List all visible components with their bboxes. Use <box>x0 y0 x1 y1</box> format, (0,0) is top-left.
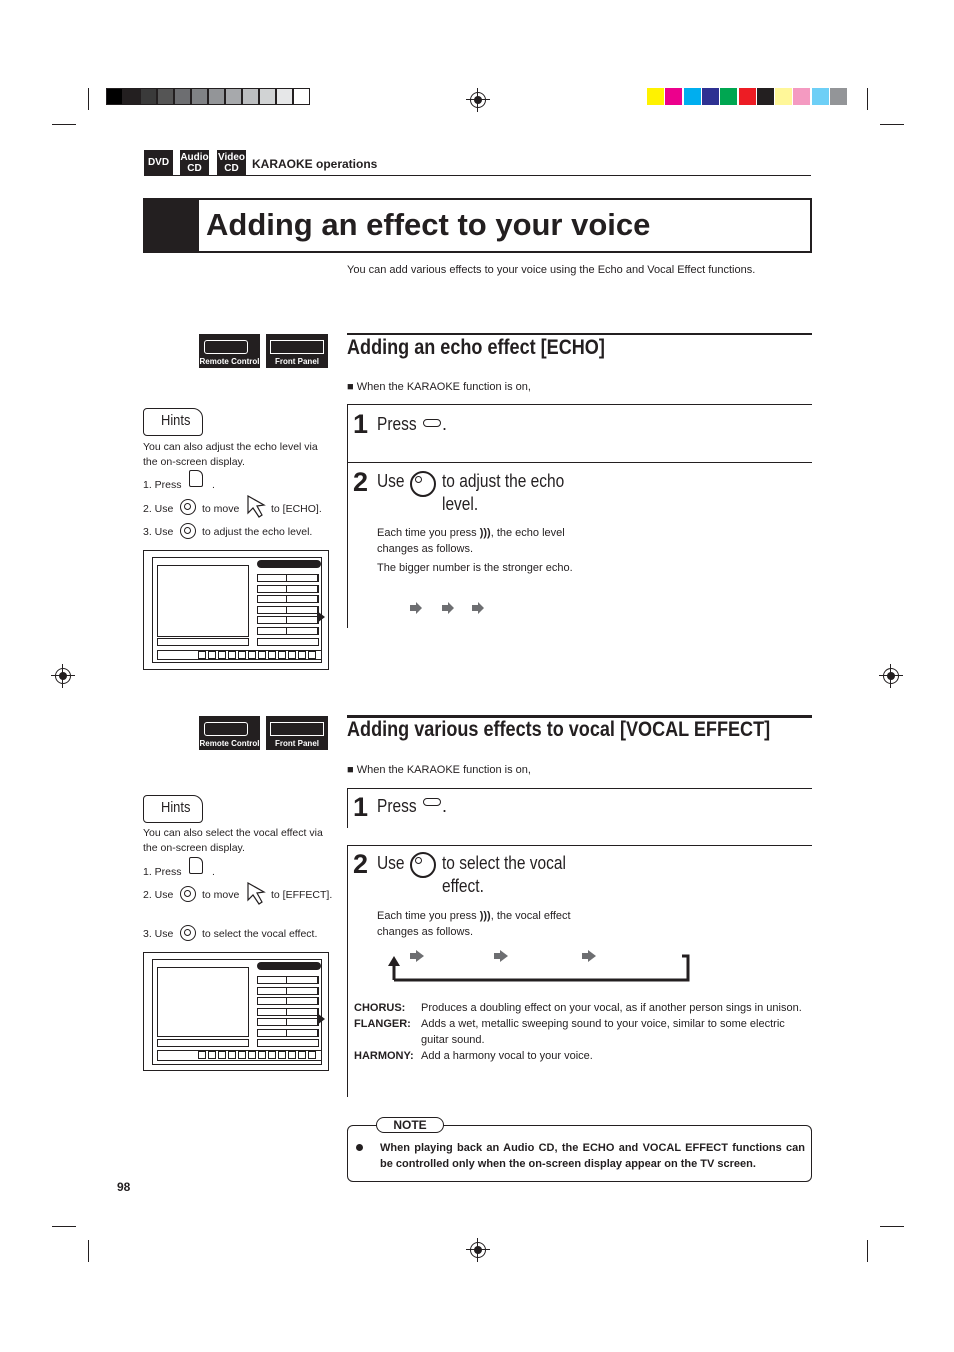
hints-icon: Hints <box>143 795 203 823</box>
hints-intro: You can also select the vocal effect via the on-screen display. <box>143 827 323 854</box>
color-swatch <box>812 88 829 105</box>
dvd-badge: DVD <box>144 150 173 176</box>
vocal-sequence-diagram <box>386 950 692 986</box>
title-block <box>145 200 199 251</box>
vocal-heading: Adding various effects to vocal [VOCAL EFFECT] <box>347 718 771 741</box>
definition-item: CHORUS: Produces a doubling effect on your vocal, as if another person sings in unison. <box>354 1002 802 1014</box>
header-rule <box>144 175 811 176</box>
echo-button-icon <box>423 419 441 427</box>
gray-swatch <box>225 88 242 105</box>
crop-mark <box>880 1226 904 1227</box>
jog-dial-icon <box>410 852 436 878</box>
osd-cell <box>308 1051 316 1059</box>
step-number: 2 <box>353 849 369 879</box>
osd-cell <box>218 651 226 659</box>
osd-row <box>257 997 319 1005</box>
color-swatch <box>830 88 847 105</box>
step-rule <box>347 462 812 463</box>
registration-mark-icon <box>470 92 486 108</box>
osd-cell <box>258 651 266 659</box>
osd-row <box>257 1029 319 1037</box>
osd-cell <box>248 1051 256 1059</box>
crop-mark <box>880 124 904 125</box>
osd-row <box>257 1008 319 1016</box>
osd-row <box>257 987 319 995</box>
bullet-icon <box>356 1144 363 1151</box>
osd-cell <box>278 651 286 659</box>
osd-row <box>257 574 319 582</box>
step-text: Press <box>377 414 417 434</box>
note-text: When playing back an Audio CD, the ECHO and VOCAL EFFECT functions can be controlled only when the on-screen display appear on the TV screen. <box>380 1142 805 1170</box>
osd-cell <box>288 651 296 659</box>
osd-cell <box>238 651 246 659</box>
on-screen-display-illustration <box>143 952 329 1071</box>
echo-detail: Each time you press ))), the echo level changes as follows. <box>377 527 565 555</box>
jog-dial-icon <box>180 523 196 539</box>
osd-row <box>257 1018 319 1026</box>
crop-mark <box>867 1240 868 1262</box>
remote-control-icon: Remote Control <box>199 716 260 750</box>
osd-cell <box>228 1051 236 1059</box>
echo-condition: ■ When the KARAOKE function is on, <box>347 381 531 393</box>
osd-cell <box>248 651 256 659</box>
gray-swatch <box>106 88 123 105</box>
osd-cell <box>268 1051 276 1059</box>
step-number: 1 <box>353 409 369 439</box>
jog-dial-icon <box>180 499 196 515</box>
osd-cell <box>298 651 306 659</box>
echo-detail-2: The bigger number is the stronger echo. <box>377 562 573 574</box>
audio-cd-badge: Audio CD <box>180 152 209 174</box>
step-left-rule <box>347 404 348 462</box>
crop-mark <box>52 1226 76 1227</box>
front-panel-icon: Front Panel <box>266 334 328 368</box>
color-swatch <box>665 88 682 105</box>
step-text: to adjust the echo level. <box>442 471 565 514</box>
definition-list <box>354 1000 814 1064</box>
osd-cell <box>238 1051 246 1059</box>
gray-swatch <box>174 88 191 105</box>
on-screen-button-icon <box>189 857 203 874</box>
osd-cell <box>308 651 316 659</box>
osd-row <box>257 606 319 614</box>
crop-mark <box>88 1240 89 1262</box>
echo-heading: Adding an echo effect [ECHO] <box>347 336 605 359</box>
note-label: NOTE <box>376 1117 444 1133</box>
section-label: KARAOKE operations <box>252 157 378 171</box>
gray-swatch <box>293 88 310 105</box>
vocal-effect-button-icon <box>423 798 441 806</box>
step-left-rule <box>347 788 348 828</box>
osd-cell <box>198 1051 206 1059</box>
pointer-arrow-icon <box>247 495 269 519</box>
osd-cell <box>278 1051 286 1059</box>
on-screen-display-illustration <box>143 550 329 670</box>
color-swatch <box>775 88 792 105</box>
osd-pointer-icon <box>317 611 325 623</box>
step-number: 1 <box>353 792 369 822</box>
step-number: 2 <box>353 467 369 497</box>
step-text: to select the vocal effect. <box>442 853 566 896</box>
color-swatch <box>684 88 701 105</box>
vocal-condition: ■ When the KARAOKE function is on, <box>347 764 531 776</box>
osd-cell <box>218 1051 226 1059</box>
osd-cell <box>258 1051 266 1059</box>
registration-mark-icon <box>470 1242 486 1258</box>
definition-item: FLANGER: Adds a wet, metallic sweeping sound to your voice, similar to some electric guitar sound. <box>354 1018 785 1046</box>
registration-mark-icon <box>883 668 899 684</box>
osd-cell <box>228 651 236 659</box>
step-left-rule <box>347 462 348 628</box>
osd-cell <box>268 651 276 659</box>
step-rule <box>347 404 812 405</box>
osd-row <box>257 595 319 603</box>
section-rule <box>347 333 812 335</box>
on-screen-button-icon <box>189 470 203 487</box>
osd-row <box>257 627 319 635</box>
osd-cell <box>288 1051 296 1059</box>
crop-mark <box>867 88 868 110</box>
hints-intro: You can also adjust the echo level via the on-screen display. <box>143 441 318 468</box>
gray-swatch <box>242 88 259 105</box>
step-rule <box>347 788 812 789</box>
gray-swatch <box>191 88 208 105</box>
osd-cell <box>208 651 216 659</box>
hints-icon: Hints <box>143 408 203 436</box>
definition-item: HARMONY: Add a harmony vocal to your voice. <box>354 1050 593 1062</box>
intro-text: You can add various effects to your voice using the Echo and Vocal Effect functions. <box>347 264 756 276</box>
color-swatch <box>702 88 719 105</box>
osd-cell <box>208 1051 216 1059</box>
color-swatch <box>793 88 810 105</box>
color-swatch <box>720 88 737 105</box>
gray-swatch <box>123 88 140 105</box>
gray-swatch <box>140 88 157 105</box>
crop-mark <box>52 124 76 125</box>
osd-row <box>257 585 319 593</box>
color-swatch <box>647 88 664 105</box>
jog-dial-icon <box>180 925 196 941</box>
page-number: 98 <box>117 1180 131 1194</box>
osd-cell <box>198 651 206 659</box>
osd-pointer-icon <box>317 1013 325 1025</box>
vocal-detail: Each time you press ))), the vocal effect changes as follows. <box>377 910 571 938</box>
remote-control-icon: Remote Control <box>199 334 260 368</box>
crop-mark <box>88 88 89 110</box>
step-left-rule <box>347 845 348 1097</box>
gray-swatch <box>208 88 225 105</box>
step-rule <box>347 845 812 846</box>
page-title: Adding an effect to your voice <box>206 207 651 242</box>
osd-row <box>257 976 319 984</box>
video-cd-badge: Video CD <box>217 152 246 174</box>
step-text: Press <box>377 796 417 816</box>
osd-row <box>257 616 319 624</box>
gray-swatch <box>259 88 276 105</box>
jog-dial-icon <box>410 471 436 497</box>
color-swatch <box>739 88 756 105</box>
gray-swatch <box>276 88 293 105</box>
front-panel-icon: Front Panel <box>266 716 328 750</box>
color-swatch <box>757 88 774 105</box>
osd-cell <box>298 1051 306 1059</box>
gray-swatch <box>157 88 174 105</box>
echo-sequence-arrows <box>410 601 490 615</box>
registration-mark-icon <box>55 668 71 684</box>
